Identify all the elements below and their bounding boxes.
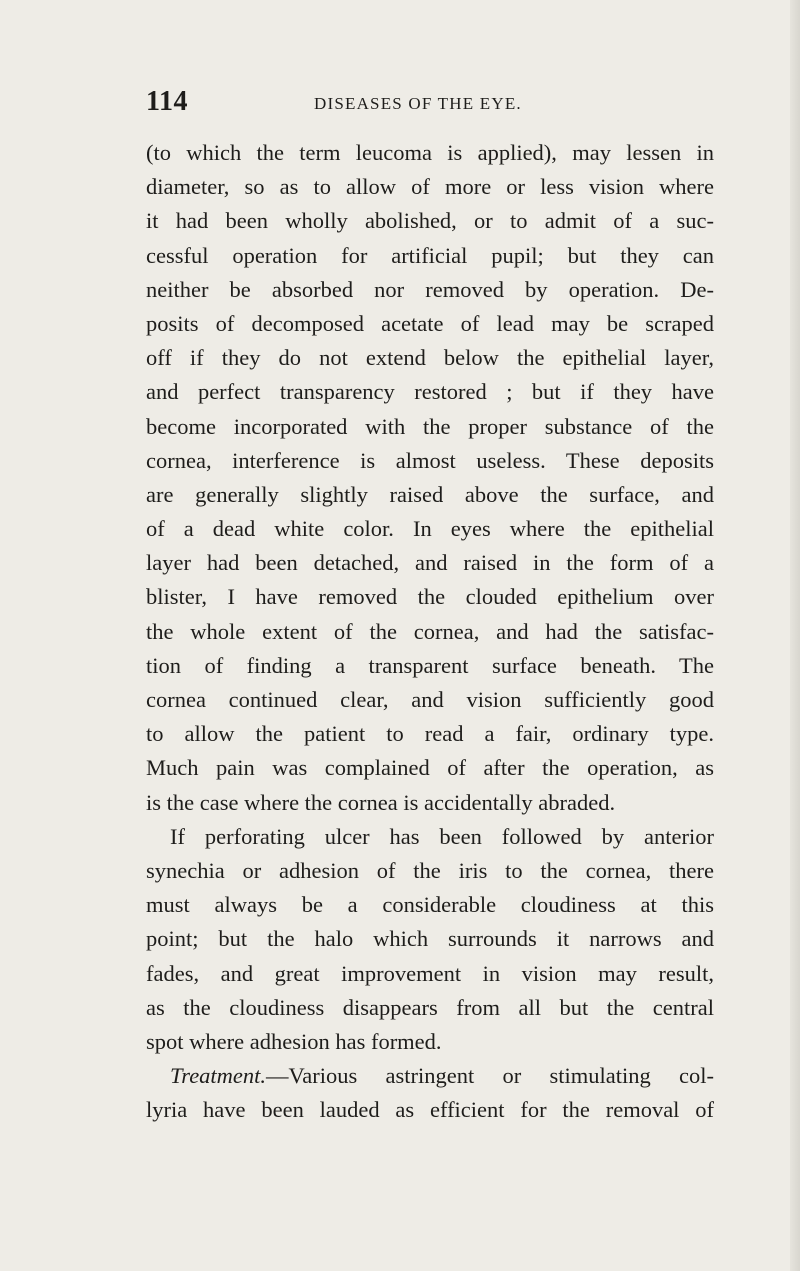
text-line: point; but the halo which surrounds it narrows and	[146, 926, 714, 952]
text-line: the whole extent of the cornea, and had the satisfac-	[146, 618, 714, 644]
text-line: off if they do not extend below the epithelial layer,	[146, 345, 714, 371]
text-line: must always be a considerable cloudiness at this	[146, 892, 714, 918]
text-line: posits of decomposed acetate of lead may be scraped	[146, 310, 714, 336]
text-line: become incorporated with the proper substance of the	[146, 413, 714, 439]
text-line: is the case where the cornea is accidentally abraded.	[146, 789, 616, 815]
running-head	[146, 86, 716, 120]
text-line: cessful operation for artificial pupil; but they can	[146, 242, 714, 268]
treatment-text: —Various astringent or stimulating col-	[266, 1063, 714, 1089]
page-edge-shadow	[790, 0, 800, 1271]
text-line: of a dead white color. In eyes where the epithelial	[146, 516, 714, 542]
body-text	[146, 136, 714, 1127]
text-line: cornea, interference is almost useless. These deposits	[146, 447, 714, 473]
text-line: diameter, so as to allow of more or less vision where	[146, 174, 714, 200]
text-line: to allow the patient to read a fair, ordinary type.	[146, 721, 714, 747]
text-line: it had been wholly abolished, or to admit of a suc-	[146, 208, 714, 234]
text-line: neither be absorbed nor removed by operation. De-	[146, 276, 714, 302]
text-line: cornea continued clear, and vision sufficiently good	[146, 687, 714, 712]
page-number: 114	[146, 86, 188, 117]
treatment-line	[146, 1059, 714, 1093]
text-line: layer had been detached, and raised in the form of a	[146, 550, 714, 576]
text-line: lyria have been lauded as efficient for the removal of	[146, 1097, 714, 1123]
text-line: and perfect transparency restored ; but if they have	[146, 379, 714, 405]
text-line: fades, and great improvement in vision may result,	[146, 960, 714, 986]
text-line: are generally slightly raised above the surface, and	[146, 481, 714, 507]
text-line: Much pain was complained of after the operation, as	[146, 755, 714, 781]
text-line: blister, I have removed the clouded epithelium over	[146, 584, 714, 610]
text-line: (to which the term leucoma is applied), may lessen in	[146, 140, 714, 165]
text-line: spot where adhesion has formed.	[146, 1028, 442, 1054]
treatment-heading: Treatment.	[170, 1063, 267, 1089]
text-line: as the cloudiness disappears from all but the central	[146, 994, 714, 1020]
running-title: DISEASES OF THE EYE.	[314, 94, 522, 113]
text-line: synechia or adhesion of the iris to the cornea, there	[146, 857, 714, 883]
paragraph-start-line: If perforating ulcer has been followed by anterior	[170, 823, 714, 849]
text-line: tion of finding a transparent surface beneath. The	[146, 652, 714, 678]
